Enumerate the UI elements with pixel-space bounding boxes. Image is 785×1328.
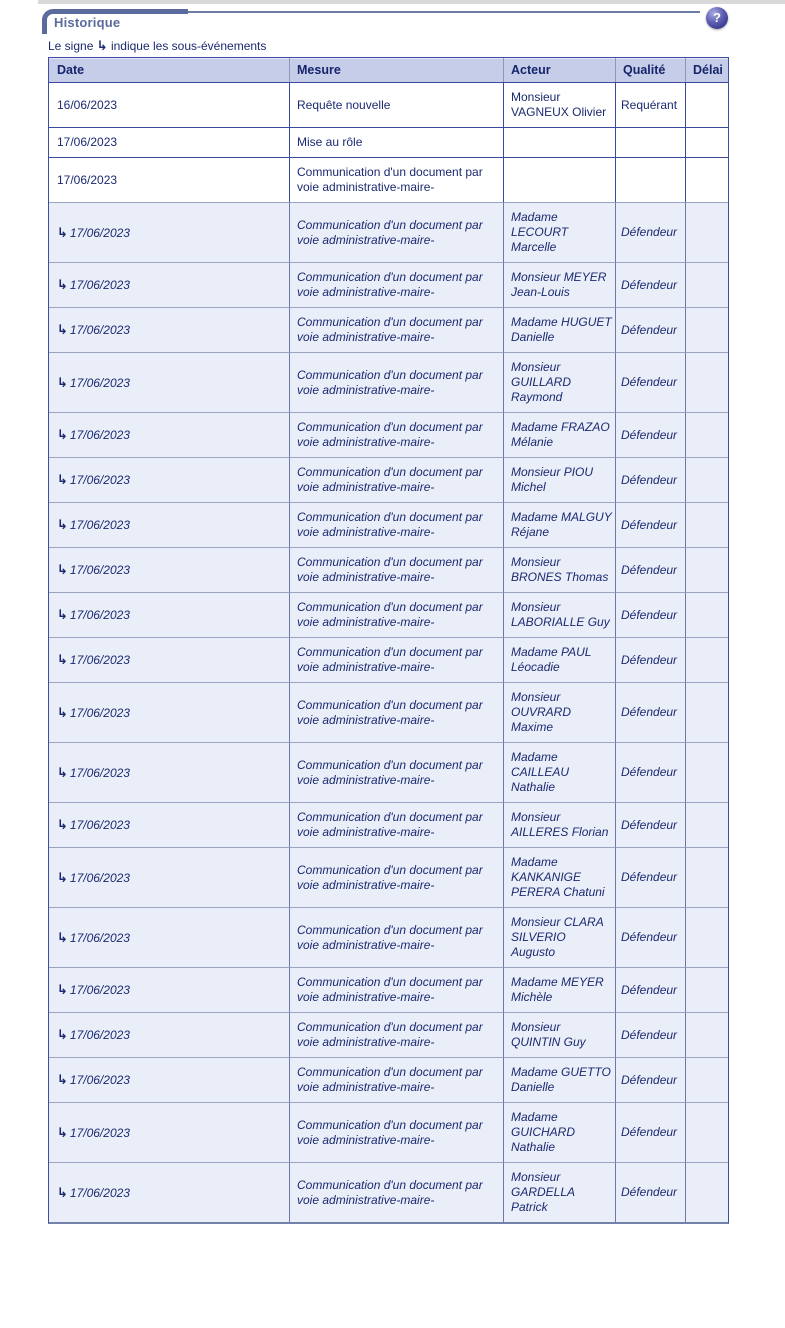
- sub-event-row: [49, 847, 728, 907]
- cell-acteur: Monsieur AILLERES Florian: [503, 802, 615, 847]
- sub-event-arrow-icon: ↳: [57, 517, 68, 532]
- cell-mesure: Communication d'un document par voie administrative-maire-: [289, 1057, 503, 1102]
- cell-delai: [685, 1162, 728, 1222]
- cell-mesure: Communication d'un document par voie administrative-maire-: [289, 1102, 503, 1162]
- cell-date-text: 17/06/2023: [69, 1073, 130, 1087]
- cell-mesure: Communication d'un document par voie administrative-maire-: [289, 157, 503, 202]
- cell-date-text: 17/06/2023: [69, 705, 130, 720]
- cell-acteur: [503, 157, 615, 202]
- cell-acteur: Monsieur CLARA SILVERIO Augusto: [503, 907, 615, 967]
- cell-date-text: 17/06/2023: [69, 608, 130, 622]
- cell-date: [49, 547, 289, 592]
- sub-event-row: [49, 1102, 728, 1162]
- cell-qualite: Défendeur: [615, 307, 685, 352]
- cell-qualite: Défendeur: [615, 547, 685, 592]
- cell-acteur: Madame CAILLEAU Nathalie: [503, 742, 615, 802]
- cell-mesure: Communication d'un document par voie administrative-maire-: [289, 502, 503, 547]
- cell-mesure: Communication d'un document par voie administrative-maire-: [289, 967, 503, 1012]
- cell-date-text: 17/06/2023: [69, 870, 130, 885]
- sub-event-row: [49, 592, 728, 637]
- cell-date-text: 17/06/2023: [69, 983, 130, 997]
- sub-event-row: [49, 202, 728, 262]
- sub-event-arrow-icon: ↳: [57, 607, 68, 622]
- cell-delai: [685, 967, 728, 1012]
- cell-delai: [685, 262, 728, 307]
- cell-date: [49, 1057, 289, 1102]
- cell-date: [49, 907, 289, 967]
- cell-date: [49, 847, 289, 907]
- cell-date-text: 17/06/2023: [69, 323, 130, 337]
- sub-event-row: [49, 457, 728, 502]
- column-header-date: Date: [49, 58, 289, 82]
- sub-event-row: [49, 352, 728, 412]
- cell-date: [49, 262, 289, 307]
- sub-event-row: [49, 637, 728, 682]
- sub-event-arrow-icon: ↳: [57, 427, 68, 442]
- sub-event-arrow-icon: ↳: [57, 1027, 68, 1042]
- cell-qualite: Défendeur: [615, 502, 685, 547]
- cell-acteur: Monsieur MEYER Jean-Louis: [503, 262, 615, 307]
- column-header-acteur: Acteur: [503, 58, 615, 82]
- note-suffix: indique les sous-événements: [107, 39, 267, 53]
- cell-mesure: Mise au rôle: [289, 127, 503, 157]
- cell-qualite: Défendeur: [615, 1012, 685, 1057]
- cell-mesure: Communication d'un document par voie administrative-maire-: [289, 682, 503, 742]
- cell-mesure: Communication d'un document par voie administrative-maire-: [289, 847, 503, 907]
- sub-event-arrow-icon: ↳: [57, 869, 68, 885]
- sub-event-row: [49, 682, 728, 742]
- cell-qualite: Défendeur: [615, 457, 685, 502]
- sub-event-arrow-icon: ↳: [57, 322, 68, 337]
- cell-delai: [685, 127, 728, 157]
- sub-event-arrow-icon: ↳: [57, 982, 68, 997]
- cell-acteur: Madame KANKANIGE PERERA Chatuni: [503, 847, 615, 907]
- cell-mesure: Communication d'un document par voie administrative-maire-: [289, 592, 503, 637]
- sub-event-arrow-icon: ↳: [57, 764, 68, 780]
- cell-qualite: Défendeur: [615, 682, 685, 742]
- top-divider: [38, 0, 785, 4]
- cell-date: [49, 682, 289, 742]
- cell-qualite: Défendeur: [615, 967, 685, 1012]
- cell-qualite: [615, 127, 685, 157]
- cell-delai: [685, 1102, 728, 1162]
- cell-mesure: Communication d'un document par voie administrative-maire-: [289, 637, 503, 682]
- cell-acteur: Madame LECOURT Marcelle: [503, 202, 615, 262]
- sub-event-arrow-icon: ↳: [57, 374, 68, 390]
- section-rule: [188, 11, 700, 13]
- cell-mesure: Requête nouvelle: [289, 82, 503, 127]
- cell-date-text: 17/06/2023: [69, 1028, 130, 1042]
- cell-delai: [685, 352, 728, 412]
- cell-delai: [685, 907, 728, 967]
- cell-acteur: Monsieur PIOU Michel: [503, 457, 615, 502]
- cell-date: 17/06/2023: [49, 157, 289, 202]
- cell-mesure: Communication d'un document par voie administrative-maire-: [289, 352, 503, 412]
- cell-date: 16/06/2023: [49, 82, 289, 127]
- cell-date: [49, 502, 289, 547]
- sub-event-row: [49, 967, 728, 1012]
- cell-qualite: Défendeur: [615, 637, 685, 682]
- cell-qualite: Défendeur: [615, 202, 685, 262]
- cell-date-text: 17/06/2023: [69, 653, 130, 667]
- cell-mesure: Communication d'un document par voie administrative-maire-: [289, 457, 503, 502]
- cell-qualite: Défendeur: [615, 1102, 685, 1162]
- cell-qualite: Défendeur: [615, 1162, 685, 1222]
- sub-event-row: [49, 502, 728, 547]
- event-row: [49, 127, 728, 157]
- cell-mesure: Communication d'un document par voie administrative-maire-: [289, 802, 503, 847]
- note-prefix: Le signe: [48, 39, 97, 53]
- cell-delai: [685, 502, 728, 547]
- cell-delai: [685, 847, 728, 907]
- column-header-delai: Délai: [685, 58, 728, 82]
- cell-mesure: Communication d'un document par voie administrative-maire-: [289, 907, 503, 967]
- sub-event-arrow-icon: ↳: [57, 1124, 68, 1140]
- sub-event-row: [49, 547, 728, 592]
- column-header-qualite: Qualité: [615, 58, 685, 82]
- cell-date-text: 17/06/2023: [69, 563, 130, 577]
- cell-acteur: Madame MEYER Michèle: [503, 967, 615, 1012]
- cell-mesure: Communication d'un document par voie administrative-maire-: [289, 202, 503, 262]
- sub-event-arrow-icon: ↳: [57, 704, 68, 720]
- cell-mesure: Communication d'un document par voie administrative-maire-: [289, 547, 503, 592]
- cell-acteur: Monsieur OUVRARD Maxime: [503, 682, 615, 742]
- cell-delai: [685, 82, 728, 127]
- cell-acteur: Madame FRAZAO Mélanie: [503, 412, 615, 457]
- cell-qualite: Défendeur: [615, 907, 685, 967]
- cell-date: [49, 352, 289, 412]
- cell-date: 17/06/2023: [49, 127, 289, 157]
- cell-date: [49, 457, 289, 502]
- cell-date: [49, 307, 289, 352]
- cell-acteur: Madame MALGUY Réjane: [503, 502, 615, 547]
- cell-qualite: Défendeur: [615, 802, 685, 847]
- sub-event-row: [49, 307, 728, 352]
- cell-mesure: Communication d'un document par voie administrative-maire-: [289, 262, 503, 307]
- cell-delai: [685, 742, 728, 802]
- sub-event-row: [49, 742, 728, 802]
- cell-qualite: Défendeur: [615, 352, 685, 412]
- sub-event-row: [49, 907, 728, 967]
- cell-date: [49, 1102, 289, 1162]
- sub-event-row: [49, 1012, 728, 1057]
- cell-date-text: 17/06/2023: [69, 765, 130, 780]
- cell-qualite: [615, 157, 685, 202]
- cell-date-text: 17/06/2023: [69, 1185, 130, 1200]
- sub-event-arrow-icon: ↳: [57, 277, 68, 292]
- cell-date-text: 17/06/2023: [69, 225, 130, 240]
- cell-delai: [685, 157, 728, 202]
- cell-date: [49, 967, 289, 1012]
- cell-acteur: Madame GUETTO Danielle: [503, 1057, 615, 1102]
- cell-mesure: Communication d'un document par voie administrative-maire-: [289, 1162, 503, 1222]
- cell-date: [49, 802, 289, 847]
- sub-event-arrow-icon: ↳: [57, 472, 68, 487]
- sub-event-arrow-icon: ↳: [57, 224, 68, 240]
- cell-delai: [685, 202, 728, 262]
- cell-acteur: Monsieur GARDELLA Patrick: [503, 1162, 615, 1222]
- cell-date-text: 17/06/2023: [69, 518, 130, 532]
- table-header-row: [49, 58, 728, 82]
- cell-mesure: Communication d'un document par voie administrative-maire-: [289, 412, 503, 457]
- sub-event-arrow-icon: ↳: [57, 562, 68, 577]
- page-title: Historique: [54, 15, 121, 30]
- sub-event-row: [49, 1162, 728, 1222]
- sub-event-row: [49, 262, 728, 307]
- sub-event-arrow-icon: ↳: [57, 1184, 68, 1200]
- cell-delai: [685, 457, 728, 502]
- cell-qualite: Défendeur: [615, 1057, 685, 1102]
- cell-mesure: Communication d'un document par voie administrative-maire-: [289, 742, 503, 802]
- sub-event-arrow-icon: ↳: [57, 1072, 68, 1087]
- cell-acteur: Madame PAUL Léocadie: [503, 637, 615, 682]
- cell-acteur: Madame GUICHARD Nathalie: [503, 1102, 615, 1162]
- cell-delai: [685, 802, 728, 847]
- cell-qualite: Défendeur: [615, 262, 685, 307]
- sub-event-row: [49, 412, 728, 457]
- cell-acteur: [503, 127, 615, 157]
- event-row: [49, 82, 728, 127]
- cell-qualite: Défendeur: [615, 412, 685, 457]
- cell-acteur: Monsieur QUINTIN Guy: [503, 1012, 615, 1057]
- cell-acteur: Monsieur GUILLARD Raymond: [503, 352, 615, 412]
- sub-event-row: [49, 1057, 728, 1102]
- cell-mesure: Communication d'un document par voie administrative-maire-: [289, 307, 503, 352]
- cell-date: [49, 412, 289, 457]
- cell-delai: [685, 1012, 728, 1057]
- cell-acteur: Monsieur LABORIALLE Guy: [503, 592, 615, 637]
- cell-date: [49, 1162, 289, 1222]
- cell-date-text: 17/06/2023: [69, 428, 130, 442]
- column-header-mesure: Mesure: [289, 58, 503, 82]
- cell-acteur: Monsieur BRONES Thomas: [503, 547, 615, 592]
- cell-delai: [685, 637, 728, 682]
- sub-event-row: [49, 802, 728, 847]
- cell-date-text: 17/06/2023: [69, 375, 130, 390]
- cell-date-text: 17/06/2023: [69, 473, 130, 487]
- cell-delai: [685, 682, 728, 742]
- cell-mesure: Communication d'un document par voie administrative-maire-: [289, 1012, 503, 1057]
- sub-event-arrow-icon: ↳: [57, 817, 68, 832]
- cell-date: [49, 742, 289, 802]
- cell-date-text: 17/06/2023: [69, 930, 130, 945]
- cell-date: [49, 202, 289, 262]
- cell-date: [49, 592, 289, 637]
- cell-acteur: Madame HUGUET Danielle: [503, 307, 615, 352]
- cell-qualite: Défendeur: [615, 847, 685, 907]
- sub-event-arrow-icon: ↳: [57, 929, 68, 945]
- cell-delai: [685, 592, 728, 637]
- cell-delai: [685, 547, 728, 592]
- sub-event-arrow-icon: ↳: [96, 38, 108, 53]
- cell-delai: [685, 412, 728, 457]
- cell-date-text: 17/06/2023: [69, 278, 130, 292]
- help-icon[interactable]: ?: [706, 7, 728, 29]
- cell-delai: [685, 1057, 728, 1102]
- cell-qualite: Défendeur: [615, 742, 685, 802]
- cell-acteur: Monsieur VAGNEUX Olivier: [503, 82, 615, 127]
- cell-date-text: 17/06/2023: [69, 818, 130, 832]
- cell-date: [49, 1012, 289, 1057]
- history-table: [48, 57, 729, 1224]
- cell-date: [49, 637, 289, 682]
- cell-qualite: Requérant: [615, 82, 685, 127]
- event-row: [49, 157, 728, 202]
- sub-event-note: [48, 38, 266, 54]
- cell-qualite: Défendeur: [615, 592, 685, 637]
- sub-event-arrow-icon: ↳: [57, 652, 68, 667]
- cell-date-text: 17/06/2023: [69, 1125, 130, 1140]
- cell-delai: [685, 307, 728, 352]
